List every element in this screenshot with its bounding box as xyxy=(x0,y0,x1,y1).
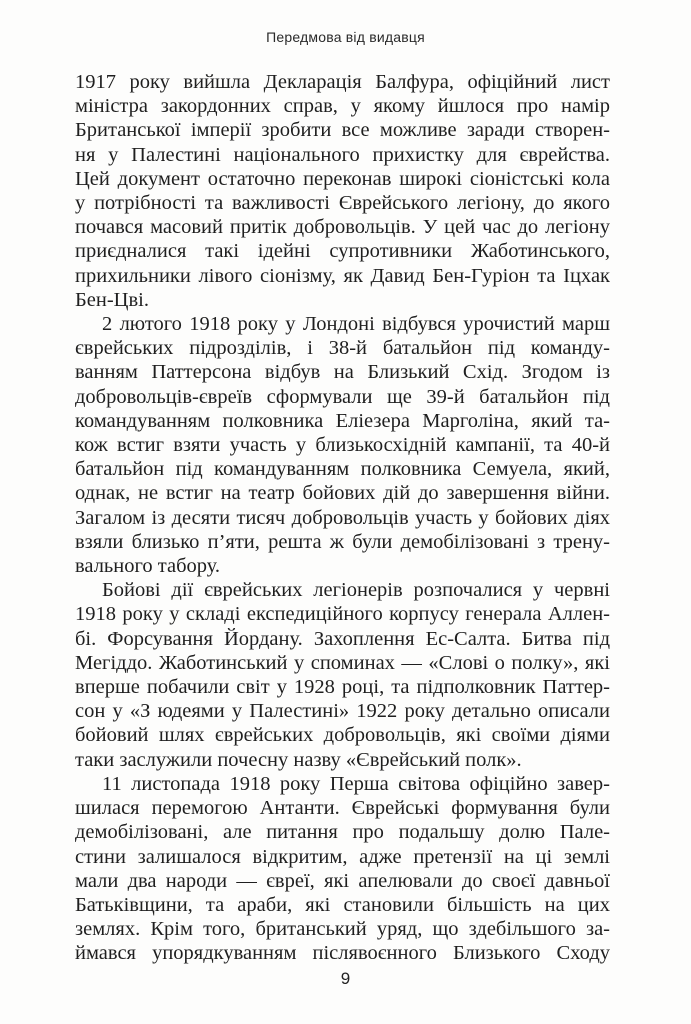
text-line: стини залишалося відкритим, адже претензії на ці землі xyxy=(75,845,610,868)
text-line: 2 лютого 1918 року у Лондоні відбувся урочистий марш xyxy=(102,313,610,336)
paragraph-4 xyxy=(75,772,610,966)
text-line: демобілізовані, але питання про подальшу долю Пале- xyxy=(75,821,610,844)
text-line: ймався упорядкуванням післявоєнного Близького Сходу xyxy=(75,942,610,965)
body-text xyxy=(75,70,610,966)
text-line: сон у «З юдеями у Палестині» 1922 року детально описали xyxy=(75,700,610,723)
text-line: вперше побачили світ у 1928 році, та підполковник Паттер- xyxy=(75,676,610,699)
text-line: Бен-Цві. xyxy=(75,288,149,311)
text-line: Загалом із десяти тисяч добровольців участь у бойових діях xyxy=(75,506,610,529)
paragraph-1 xyxy=(75,70,610,312)
text-line: командуванням полковника Еліезера Марголіна, який та- xyxy=(75,409,610,432)
text-line: таки заслужили почесну назву «Єврейський полк». xyxy=(75,748,522,771)
paragraph-2 xyxy=(75,312,610,578)
text-line: приєдналися такі ідейні супротивники Жаботинського, xyxy=(75,240,610,263)
text-line: ня у Палестині національного прихистку для єврейства. xyxy=(75,143,610,166)
text-line: міністра закордонних справ, у якому йшлося про намір xyxy=(75,95,610,118)
text-line: добровольців-євреїв сформували ще 39-й батальйон під xyxy=(75,385,610,408)
text-line: єврейських підрозділів, і 38-й батальйон під команду- xyxy=(75,337,610,360)
text-line: Мегіддо. Жаботинський у споминах — «Слові о полку», які xyxy=(75,651,610,674)
text-line: шилася перемогою Антанти. Єврейські формування були xyxy=(75,797,610,820)
text-line: мали два народи — євреї, які апелювали до своєї давньої xyxy=(75,869,610,892)
text-line: Цей документ остаточно переконав широкі сіоністські кола xyxy=(75,167,610,190)
page-number: 9 xyxy=(340,969,351,988)
text-line: ванням Паттерсона відбув на Близький Схід. Згодом із xyxy=(75,361,610,384)
text-line: кож встиг взяти участь у близькосхідній кампанії, та 40-й xyxy=(75,434,610,457)
running-title: Передмова від видавця xyxy=(266,29,425,45)
text-line: у потрібності та важливості Єврейського легіону, до якого xyxy=(75,192,610,215)
text-line: землях. Крім того, британський уряд, що здебільшого за- xyxy=(75,918,610,941)
text-line: батальйон під командуванням полковника Семуела, який, xyxy=(75,458,610,481)
paragraph-3 xyxy=(75,578,610,772)
text-line: вального табору. xyxy=(75,555,221,578)
text-line: Бойові дії єврейських легіонерів розпочалися у червні xyxy=(102,579,610,602)
text-line: однак, не встиг на театр бойових дій до завершення війни. xyxy=(75,482,610,505)
text-line: бойовий шлях єврейських добровольців, які своїми діями xyxy=(75,724,610,747)
text-line: 11 листопада 1918 року Перша світова офіційно завер- xyxy=(102,772,610,795)
text-line: бі. Форсування Йордану. Захоплення Ес-Салта. Битва під xyxy=(75,627,610,650)
text-line: почався масовий притік добровольців. У цей час до легіону xyxy=(75,216,610,239)
text-line: Батьківщини, та араби, які становили більшість на цих xyxy=(75,893,610,916)
text-line: 1918 року у складі експедиційного корпусу генерала Аллен- xyxy=(75,603,610,626)
text-line: прихильники лівого сіонізму, як Давид Бен-Гуріон та Іцхак xyxy=(75,264,610,287)
text-line: взяли близько п’яти, решта ж були демобілізовані з трену- xyxy=(75,530,610,553)
text-line: 1917 року вийшла Декларація Балфура, офіційний лист xyxy=(75,71,610,93)
text-line: Британської імперії зробити все можливе заради створен- xyxy=(75,119,610,142)
